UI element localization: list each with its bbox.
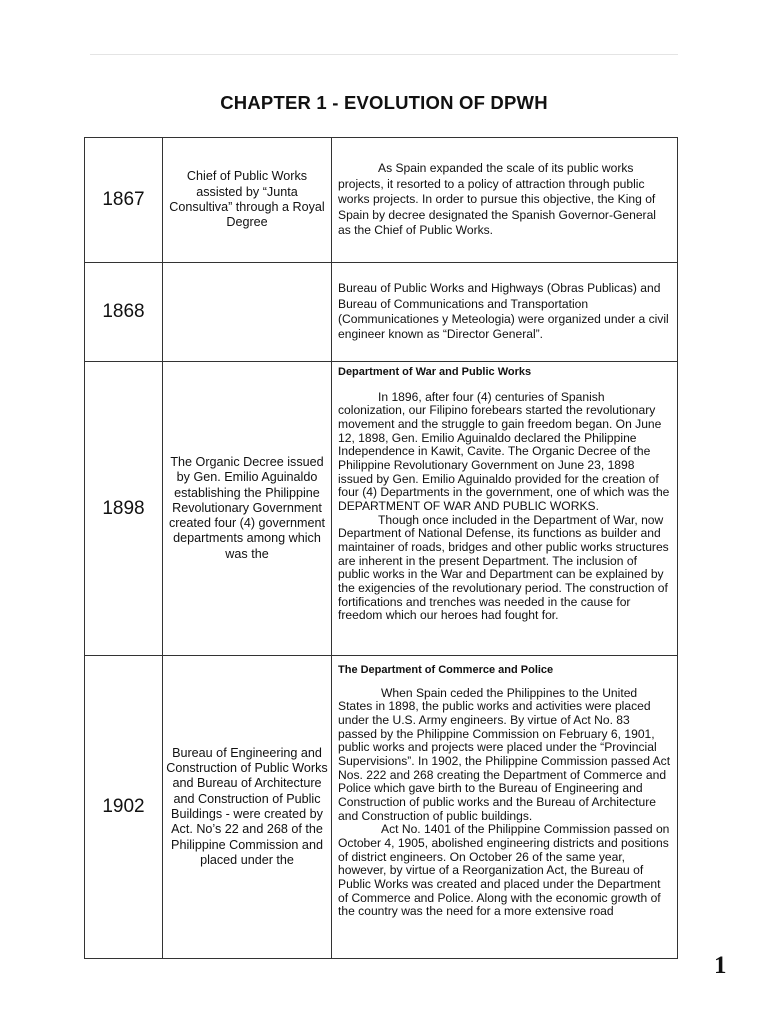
agency-cell xyxy=(163,263,332,362)
description-paragraph: Bureau of Public Works and Highways (Obras Publicas) and Bureau of Communications and Transportation (Communicationes y Meteologia) were organized under a civil engineer known as “Director General”. xyxy=(338,281,669,342)
description-cell xyxy=(332,138,678,263)
table-row xyxy=(85,656,678,959)
year-cell: 1867 xyxy=(85,138,163,263)
top-rule xyxy=(90,54,678,55)
section-heading: The Department of Commerce and Police xyxy=(338,664,554,676)
year-cell: 1868 xyxy=(85,263,163,362)
year-cell: 1902 xyxy=(85,656,163,959)
page-title: CHAPTER 1 - EVOLUTION OF DPWH xyxy=(220,92,548,114)
description-paragraph: As Spain expanded the scale of its public works projects, it resorted to a policy of attraction through public works projects. In order to pursue this objective, the King of Spain by decree designated the Spanish Governor-General as the Chief of Public Works. xyxy=(338,161,656,238)
agency-cell: Bureau of Engineering and Construction of Public Works and Bureau of Architecture and Construction of Public Buildings - were created by Act. No’s 22 and 268 of the Philippine Commission and placed under the xyxy=(163,656,332,959)
description-paragraph: In 1896, after four (4) centuries of Spanish colonization, our Filipino forebears started the revolutionary movement and the struggle to gain freedom began. On June 12, 1898, Gen. Emilio Aguinaldo declared the Philippine Independence in Kawit, Cavite. The Organic Decree of the Philippine Revolutionary Government on June 23, 1898 issued by Gen. Emilio Aguinaldo provided for the creation of four (4) Departments in the government, one of which was the DEPARTMENT OF WAR AND PUBLIC WORKS. xyxy=(338,389,670,513)
evolution-table xyxy=(84,137,678,959)
description-paragraph: Though once included in the Department of War, now Department of National Defense, its functions as builder and maintainer of roads, bridges and other public works structures are inherent in the present Department. The inclusion of public works in the War and Department can be explained by the exigencies of the revolutionary period. The construction of fortifications and trenches was needed in the cause for freedom which our heroes had fought for. xyxy=(338,512,669,623)
agency-cell: The Organic Decree issued by Gen. Emilio Aguinaldo establishing the Philippine Revolutionary Government created four (4) government departments among which was the xyxy=(163,362,332,656)
description-cell xyxy=(332,362,678,656)
year-cell: 1898 xyxy=(85,362,163,656)
description-paragraph: When Spain ceded the Philippines to the United States in 1898, the public works and activities were placed under the U.S. Army engineers. By virtue of Act No. 83 passed by the Philippine Commission on February 6, 1901, public works and projects were placed under the “Provincial Supervisions”. In 1902, the Philippine Commission passed Act Nos. 222 and 268 creating the Department of Commerce and Police which gave birth to the Bureau of Engineering and Construction of public works and the Bureau of Architecture and Construction of public buildings. xyxy=(338,685,671,823)
description-cell xyxy=(332,263,678,362)
description-clip xyxy=(338,664,671,948)
section-heading: Department of War and Public Works xyxy=(338,366,532,378)
table-row xyxy=(85,263,678,362)
description-cell xyxy=(332,656,678,959)
agency-cell: Chief of Public Works assisted by “Junta Consultiva” through a Royal Degree xyxy=(163,138,332,263)
page-number: 1 xyxy=(714,952,727,979)
table-row xyxy=(85,138,678,263)
description-paragraph: Act No. 1401 of the Philippine Commission passed on October 4, 1905, abolished engineering districts and positions of district engineers. On October 26 of the same year, however, by virtue of a Reorganization Act, the Bureau of Public Works was created and placed under the Department of Commerce and Police. Along with the economic growth of the country was the need for a more extensive road xyxy=(338,822,670,919)
table-row xyxy=(85,362,678,656)
